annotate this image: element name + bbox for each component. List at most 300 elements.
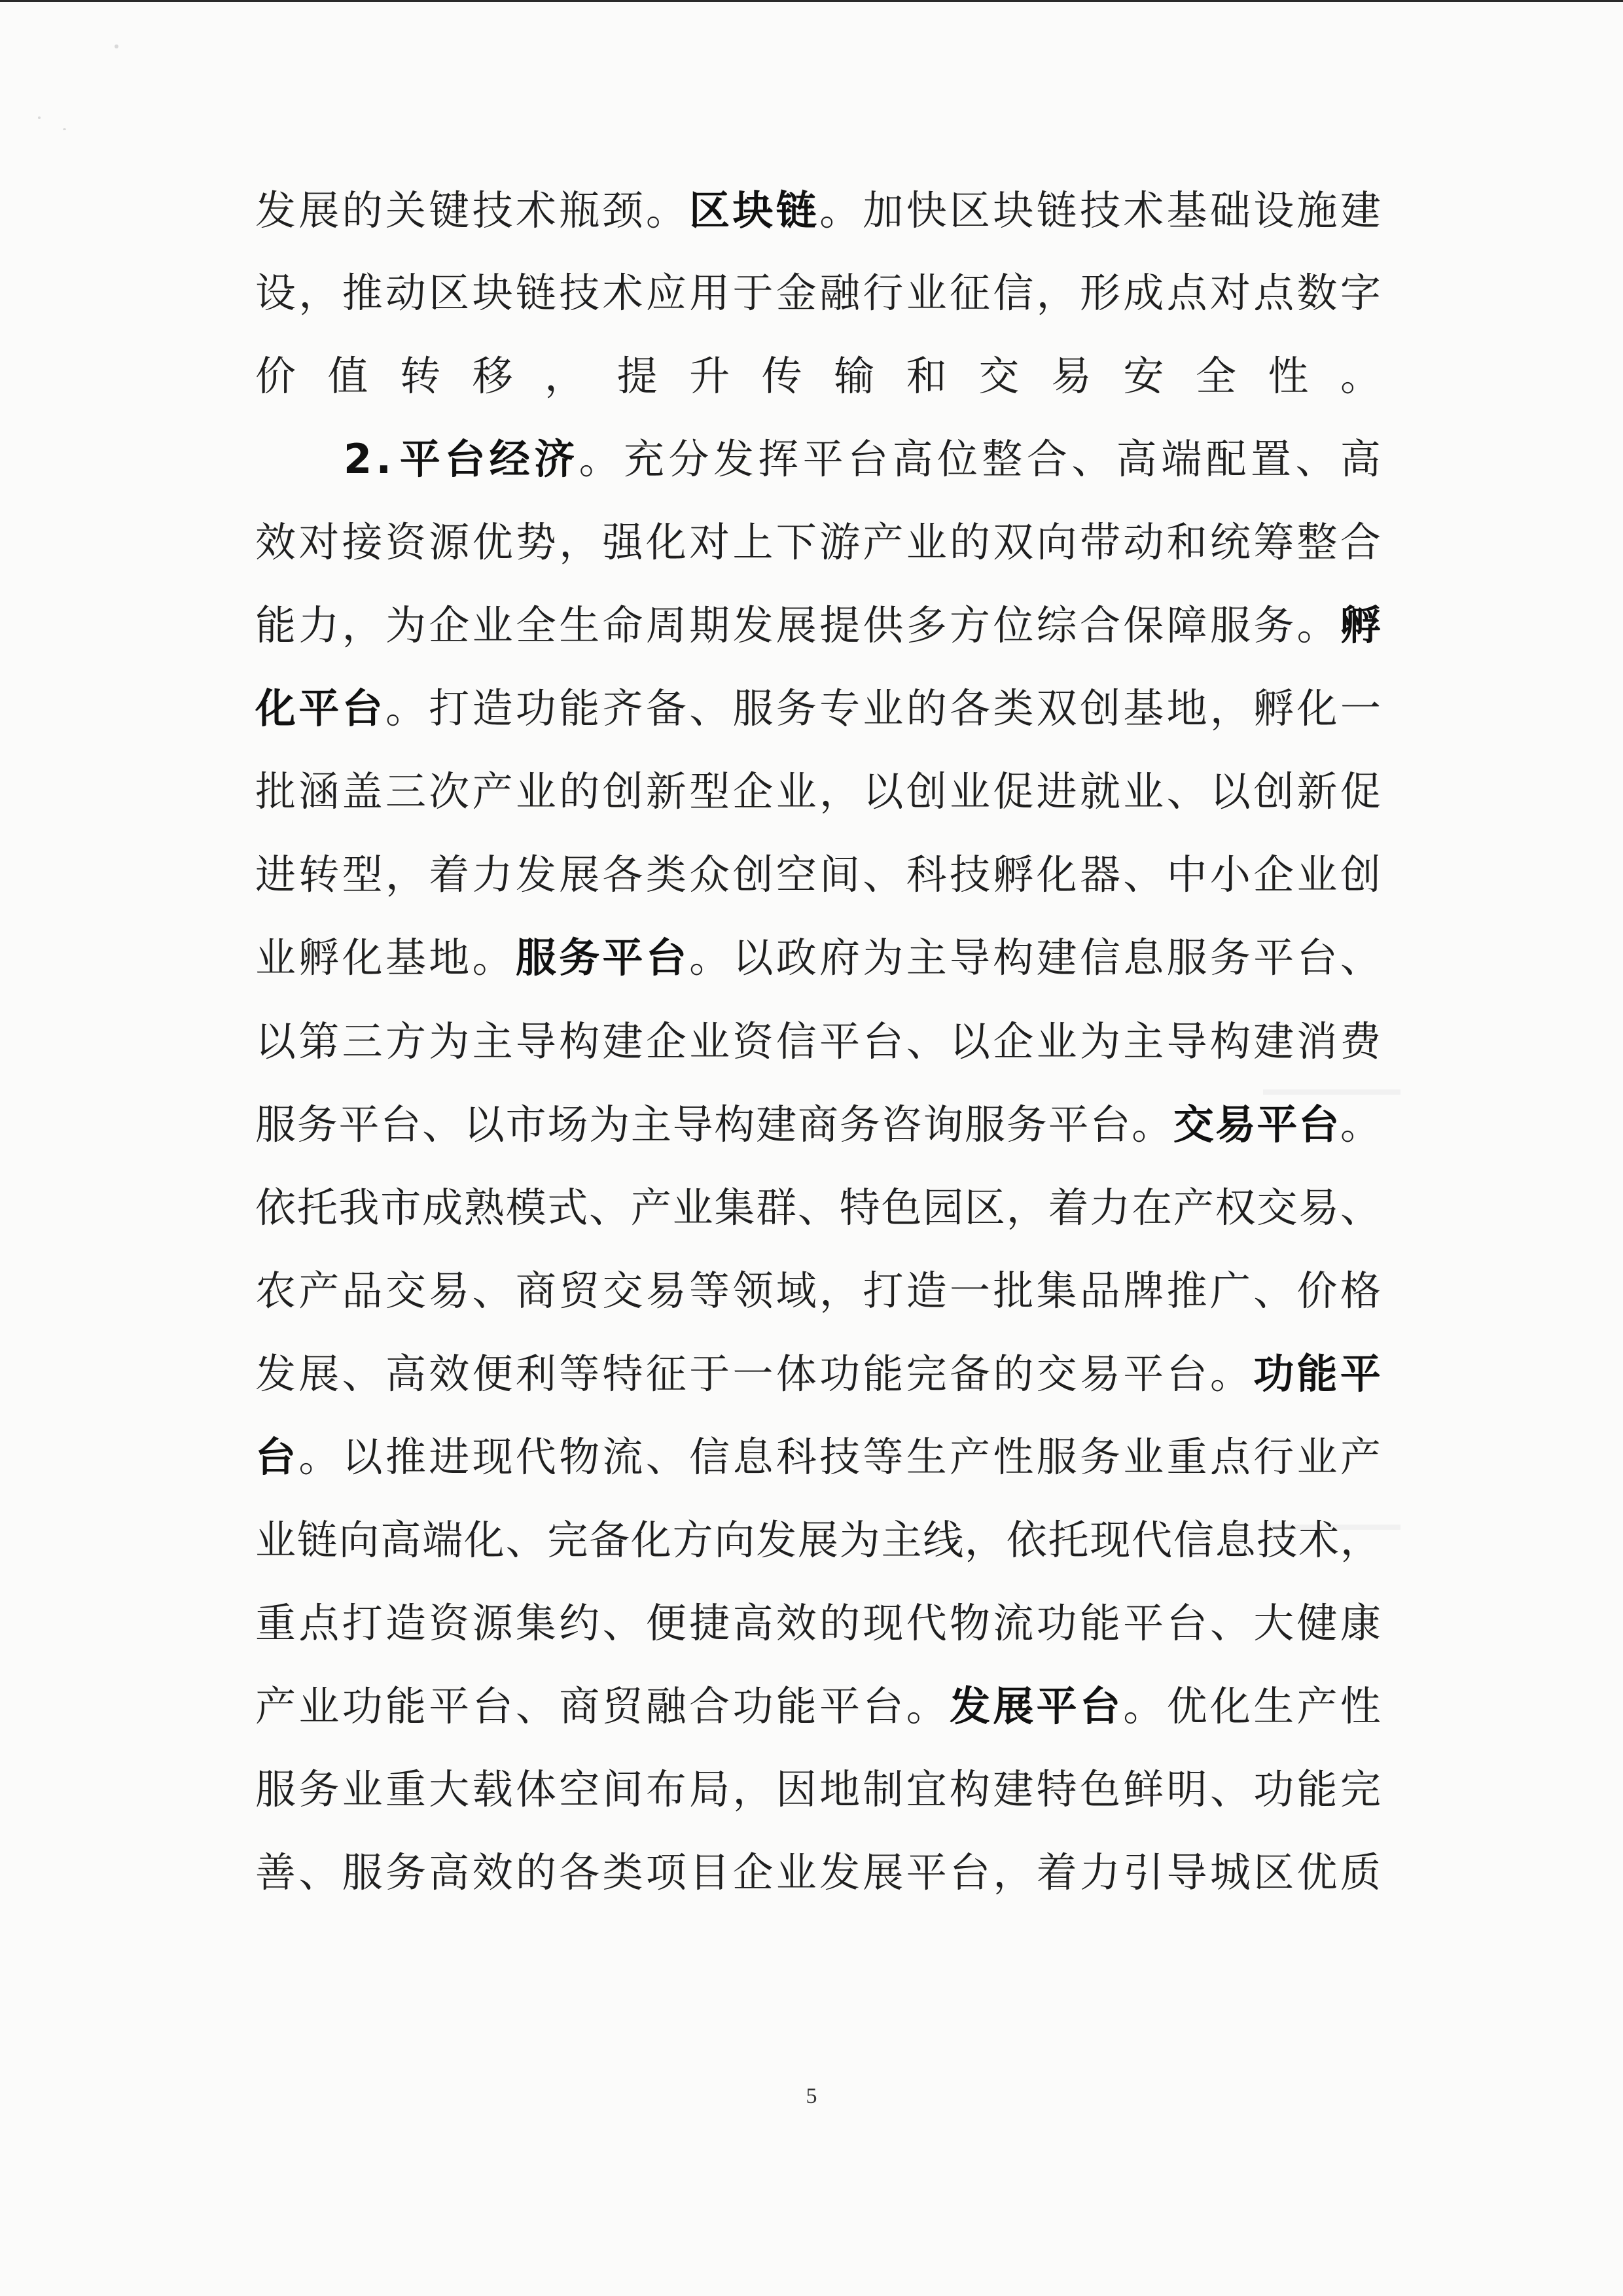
text-char: 功 (1036, 1599, 1077, 1647)
text-char: 。 (385, 684, 426, 732)
text-char: 链 (296, 1516, 338, 1564)
text-char: 推 (1166, 1267, 1207, 1315)
text-char: 建 (756, 1101, 797, 1148)
text-char: 间 (602, 1765, 643, 1813)
text-char: 移 (472, 352, 513, 400)
text-char: 主 (881, 1516, 922, 1564)
text-char: 功 (342, 1682, 383, 1730)
text-char: 为 (589, 1101, 630, 1148)
text-char: 统 (1209, 518, 1251, 566)
text-char: 信 (1173, 1516, 1214, 1564)
text-char: 业 (515, 768, 556, 815)
text-char: 基 (385, 934, 426, 981)
bold-heading-char: 服 (515, 934, 556, 981)
text-char: 业 (298, 1682, 340, 1730)
text-char: 业 (1123, 768, 1164, 815)
text-char: 流 (602, 1433, 643, 1481)
text-char: 重 (1166, 1433, 1207, 1481)
text-char: 础 (1209, 186, 1251, 234)
text-char: 方 (950, 601, 991, 649)
text-char: 产 (630, 1184, 671, 1231)
text-char: 的 (950, 518, 991, 566)
text-char: 类 (645, 851, 687, 898)
text-char: 区 (950, 186, 991, 234)
text-char: 务 (1209, 934, 1251, 981)
text-char: 业 (472, 601, 513, 649)
text-char: 产 (1173, 1184, 1214, 1231)
text-char: 构 (950, 1765, 991, 1813)
text-char: 。 (579, 435, 620, 483)
bold-heading-char: 平 (602, 934, 643, 981)
text-char: 间 (819, 851, 861, 898)
text-char: 基 (1123, 684, 1164, 732)
text-char: 全 (515, 601, 556, 649)
bold-heading-char: 平 (1036, 1682, 1077, 1730)
text-char: 、 (515, 1682, 556, 1730)
text-char: 平 (1253, 934, 1294, 981)
text-char: 创 (1340, 851, 1381, 898)
text-char: ， (993, 1848, 1034, 1896)
text-char: 建 (1253, 1017, 1294, 1065)
text-char: 体 (515, 1765, 556, 1813)
text-char: 企 (732, 768, 774, 815)
text-char: 功 (732, 1682, 774, 1730)
text-char: 平 (1123, 1350, 1164, 1398)
text-line (255, 663, 1381, 754)
text-char: 服 (255, 1101, 296, 1148)
text-char: 批 (993, 1267, 1034, 1315)
text-char: 高 (1116, 435, 1157, 483)
text-char: 传 (761, 352, 802, 400)
bold-heading-char: 平 (1340, 1350, 1381, 1398)
text-char: 业 (776, 768, 817, 815)
text-char: 块 (993, 186, 1034, 234)
text-char: 商 (797, 1101, 838, 1148)
text-char: 我 (338, 1184, 380, 1231)
text-char: 合 (1026, 435, 1067, 483)
text-char: 能 (863, 1350, 904, 1398)
text-char: 、 (1295, 435, 1336, 483)
text-char: 务 (1006, 1101, 1047, 1148)
text-char: 技 (559, 269, 600, 317)
text-char: 推 (385, 1433, 426, 1481)
text-char: 加 (863, 186, 904, 234)
text-char: 对 (298, 518, 340, 566)
text-char: 、 (797, 1184, 838, 1231)
text-char: 易 (429, 1267, 470, 1315)
bold-heading-char: 展 (993, 1682, 1034, 1730)
text-char: 。 (472, 934, 513, 981)
text-char: 资 (385, 518, 426, 566)
text-char: 障 (1166, 601, 1207, 649)
text-char: 。 (1123, 1682, 1164, 1730)
text-char: 展 (863, 1848, 904, 1896)
bold-heading-char: 台 (1079, 1682, 1120, 1730)
text-char: 域 (776, 1267, 817, 1315)
bold-heading-char: 块 (732, 186, 774, 234)
text-char: 大 (429, 1765, 470, 1813)
text-char: 导 (672, 1101, 713, 1148)
text-char: 向 (338, 1516, 380, 1564)
text-char: ， (965, 1516, 1006, 1564)
text-char: 。 (1340, 352, 1381, 400)
text-char: 特 (1036, 1765, 1077, 1813)
text-char: 服 (965, 1101, 1006, 1148)
text-char: 于 (732, 269, 774, 317)
text-char: 导 (950, 934, 991, 981)
text-char: ， (385, 851, 426, 898)
text-char: 关 (385, 186, 426, 234)
text-char: 进 (255, 851, 296, 898)
text-char: 高 (892, 435, 933, 483)
text-char: 台 (1166, 1350, 1207, 1398)
scan-top-edge (0, 0, 1623, 2)
text-char: 便 (645, 1599, 687, 1647)
text-char: 政 (776, 934, 817, 981)
text-char: 交 (978, 352, 1020, 400)
text-char: 能 (255, 601, 296, 649)
text-char: 利 (515, 1350, 556, 1398)
text-char: 构 (714, 1101, 755, 1148)
text-char: 提 (616, 352, 658, 400)
text-char: 易 (645, 1267, 687, 1315)
text-char: 商 (559, 1682, 600, 1730)
text-char: ， (1036, 269, 1077, 317)
text-char: 创 (1079, 684, 1120, 732)
text-char: 以 (863, 768, 904, 815)
text-char: 业 (863, 684, 904, 732)
text-char: 推 (342, 269, 383, 317)
bold-heading-char: 区 (689, 186, 730, 234)
text-char: 化 (1036, 851, 1077, 898)
text-char: 能 (559, 684, 600, 732)
text-char: 次 (429, 768, 470, 815)
text-char: 。 (819, 186, 861, 234)
text-char: 筹 (1253, 518, 1294, 566)
text-char: 生 (559, 601, 600, 649)
text-char: 快 (906, 186, 947, 234)
text-char: 周 (645, 601, 687, 649)
scan-speck (63, 128, 66, 130)
text-char: 信 (993, 269, 1034, 317)
text-char: 能 (1079, 1599, 1120, 1647)
text-char: 充 (624, 435, 665, 483)
text-char: 器 (1079, 851, 1120, 898)
text-char: 交 (385, 1267, 426, 1315)
text-char: 性 (993, 1433, 1034, 1481)
text-char: 力 (472, 851, 513, 898)
text-char: 发 (515, 851, 556, 898)
text-char: 业 (342, 1765, 383, 1813)
text-char: 业 (1036, 1017, 1077, 1065)
text-char: 目 (689, 1848, 730, 1896)
text-char: 业 (1296, 851, 1338, 898)
text-char: 色 (1079, 1765, 1120, 1813)
bold-heading-char: 经 (489, 435, 530, 483)
text-line (255, 1827, 1381, 1918)
text-char: 优 (472, 518, 513, 566)
text-char: 值 (327, 352, 368, 400)
bold-heading-char: 台 (1298, 1101, 1340, 1148)
text-char: 游 (819, 518, 861, 566)
text-char: 鲜 (1123, 1765, 1164, 1813)
text-char: 依 (1006, 1516, 1047, 1564)
text-char: 导 (1166, 1848, 1207, 1896)
text-char: 平 (906, 1848, 947, 1896)
text-char: 价 (255, 352, 296, 400)
text-char: 供 (863, 601, 904, 649)
text-char: 备 (645, 684, 687, 732)
text-char: 构 (1209, 1017, 1251, 1065)
text-char: 型 (689, 768, 730, 815)
text-line (255, 330, 1381, 422)
text-line (255, 996, 1381, 1087)
text-char: 主 (1123, 1017, 1164, 1065)
text-char: 点 (1166, 269, 1207, 317)
text-char: 化 (645, 518, 687, 566)
text-char: 置 (1250, 435, 1291, 483)
text-char: 务 (298, 1765, 340, 1813)
text-char: 的 (515, 1848, 556, 1896)
text-char: 展 (559, 851, 600, 898)
text-char: 转 (298, 851, 340, 898)
text-char: 代 (906, 1599, 947, 1647)
text-char: 色 (881, 1184, 922, 1231)
text-char: 颈 (602, 186, 643, 234)
text-char: 征 (645, 1350, 687, 1398)
text-char: 等 (863, 1433, 904, 1481)
text-char: 制 (863, 1765, 904, 1813)
text-char: 主 (472, 1017, 513, 1065)
text-char: 打 (429, 684, 470, 732)
text-char: 业 (906, 518, 947, 566)
text-char: 业 (672, 1184, 713, 1231)
text-char: 端 (422, 1516, 463, 1564)
text-char: 地 (819, 1765, 861, 1813)
text-char: 、 (1340, 934, 1381, 981)
text-char: 务 (1079, 1433, 1120, 1481)
text-char: 以 (342, 1433, 383, 1481)
text-char: 多 (906, 601, 947, 649)
bold-heading-char: 台 (255, 1433, 296, 1481)
text-line (255, 912, 1381, 1004)
text-char: 的 (993, 1350, 1034, 1398)
text-char: 、 (505, 1516, 546, 1564)
text-char: 应 (645, 269, 687, 317)
text-char: 空 (776, 851, 817, 898)
text-char: 、 (1071, 435, 1113, 483)
text-char: 专 (819, 684, 861, 732)
text-char: 集 (1036, 1267, 1077, 1315)
text-char: 因 (776, 1765, 817, 1813)
text-char: 。 (1296, 601, 1338, 649)
text-char: 大 (1253, 1599, 1294, 1647)
text-char: 府 (819, 934, 861, 981)
text-char: 产 (863, 518, 904, 566)
text-char: 发 (732, 601, 774, 649)
text-char: 源 (472, 1599, 513, 1647)
text-char: 各 (950, 684, 991, 732)
text-char: 三 (385, 768, 426, 815)
text-char: 、 (645, 1433, 687, 1481)
text-char: 分 (668, 435, 709, 483)
bold-heading-char: 交 (1173, 1101, 1214, 1148)
text-char: 化 (1209, 1682, 1251, 1730)
text-char: 服 (732, 684, 774, 732)
text-char: 物 (950, 1599, 991, 1647)
text-char: 载 (472, 1765, 513, 1813)
text-char: 方 (385, 1017, 426, 1065)
text-char: 平 (429, 1682, 470, 1730)
text-char: 综 (1036, 601, 1077, 649)
text-char: 对 (1209, 269, 1251, 317)
text-char: 以 (255, 1017, 296, 1065)
text-char: 涵 (298, 768, 340, 815)
text-char: 化 (630, 1516, 671, 1564)
text-char: 现 (863, 1599, 904, 1647)
text-char: 贸 (602, 1682, 643, 1730)
text-char: 服 (1209, 601, 1251, 649)
text-char: ， (1209, 684, 1251, 732)
bold-heading-char: 孵 (1340, 601, 1381, 649)
text-char: 。 (1132, 1101, 1173, 1148)
text-char: 信 (689, 1433, 730, 1481)
text-char: 构 (559, 1017, 600, 1065)
text-char: 各 (602, 851, 643, 898)
text-char: 、 (1166, 768, 1207, 815)
text-char: 打 (342, 1599, 383, 1647)
text-char: 线 (923, 1516, 964, 1564)
text-char: 业 (1123, 1433, 1164, 1481)
text-char: 特 (602, 1350, 643, 1398)
text-char: ， (559, 518, 600, 566)
text-char: 台 (863, 1017, 904, 1065)
text-char: 业 (1296, 1433, 1338, 1481)
text-char: 集 (515, 1599, 556, 1647)
text-char: 技 (1079, 186, 1120, 234)
text-char: 交 (1257, 1184, 1298, 1231)
text-char: 、 (422, 1101, 463, 1148)
text-char: 务 (839, 1101, 880, 1148)
text-char: 盖 (342, 768, 383, 815)
text-line (255, 1661, 1381, 1752)
text-char: 字 (1340, 269, 1381, 317)
text-char: 金 (776, 269, 817, 317)
text-char: 化 (1296, 684, 1338, 732)
text-char: 转 (400, 352, 441, 400)
text-char: 市 (505, 1101, 546, 1148)
text-char: 业 (950, 768, 991, 815)
text-char: 平 (338, 1101, 380, 1148)
page-number: 5 (806, 2084, 817, 2108)
text-char: 场 (547, 1101, 588, 1148)
text-char: 和 (1166, 518, 1207, 566)
text-char: 台 (847, 435, 889, 483)
text-char: ， (1006, 1184, 1047, 1231)
text-char: ， (819, 768, 861, 815)
text-char: 完 (906, 1350, 947, 1398)
text-char: 产 (950, 1433, 991, 1481)
text-char: 农 (255, 1267, 296, 1315)
text-char: 格 (1340, 1267, 1381, 1315)
text-char: 形 (1079, 269, 1120, 317)
text-char: 约 (559, 1599, 600, 1647)
text-char: 宜 (906, 1765, 947, 1813)
text-char: 高 (732, 1599, 774, 1647)
text-char: 产 (255, 1682, 296, 1730)
text-char: 贸 (559, 1267, 600, 1315)
text-char: 平 (1048, 1101, 1089, 1148)
text-char: ， (732, 1765, 774, 1813)
text-char: 息 (732, 1433, 774, 1481)
text-char: 力 (1079, 1848, 1120, 1896)
text-char: 类 (993, 684, 1034, 732)
text-char: 群 (756, 1184, 797, 1231)
text-char: 孵 (1253, 684, 1294, 732)
text-char: 着 (429, 851, 470, 898)
text-char: 展 (776, 601, 817, 649)
text-char: 展 (298, 186, 340, 234)
text-char: 区 (429, 269, 470, 317)
text-char: 务 (776, 684, 817, 732)
text-char: 于 (689, 1350, 730, 1398)
text-char: 技 (950, 851, 991, 898)
text-char: 一 (950, 1267, 991, 1315)
text-char: 优 (1296, 1848, 1338, 1896)
text-char: 高 (1340, 435, 1381, 483)
text-line (255, 1494, 1381, 1586)
text-char: 展 (797, 1516, 838, 1564)
text-char: 服 (342, 1848, 383, 1896)
text-char: 流 (993, 1599, 1034, 1647)
text-char: 生 (906, 1433, 947, 1481)
text-char: 批 (255, 768, 296, 815)
text-char: 强 (602, 518, 643, 566)
text-char: 设 (255, 269, 296, 317)
text-char: 数 (1296, 269, 1338, 317)
text-char: 。 (1340, 1101, 1381, 1148)
text-char: 现 (472, 1433, 513, 1481)
text-char: 地 (429, 934, 470, 981)
text-char: 输 (834, 352, 875, 400)
text-char: 台 (950, 1848, 991, 1896)
text-char: 技 (819, 1433, 861, 1481)
text-char: 引 (1123, 1848, 1164, 1896)
text-char: 新 (645, 768, 687, 815)
text-char: 型 (342, 851, 383, 898)
bold-heading-char: 功 (1253, 1350, 1294, 1398)
text-char: 、 (1340, 1184, 1381, 1231)
text-char: 效 (255, 518, 296, 566)
text-char: ， (544, 352, 586, 400)
text-char: 一 (732, 1350, 774, 1398)
text-char: 键 (429, 186, 470, 234)
text-char: 效 (429, 1350, 470, 1398)
text-char: 性 (1268, 352, 1309, 400)
text-char: 园 (923, 1184, 964, 1231)
text-char: 企 (645, 1017, 687, 1065)
text-char: 服 (255, 1765, 296, 1813)
text-char: 熟 (463, 1184, 505, 1231)
text-char: 效 (472, 1848, 513, 1896)
text-char: 式 (547, 1184, 588, 1231)
text-line (255, 247, 1381, 339)
text-line (255, 829, 1381, 921)
text-char: 以 (463, 1101, 505, 1148)
text-char: 功 (515, 684, 556, 732)
text-line (255, 165, 1381, 256)
text-char: ， (1340, 1516, 1381, 1564)
